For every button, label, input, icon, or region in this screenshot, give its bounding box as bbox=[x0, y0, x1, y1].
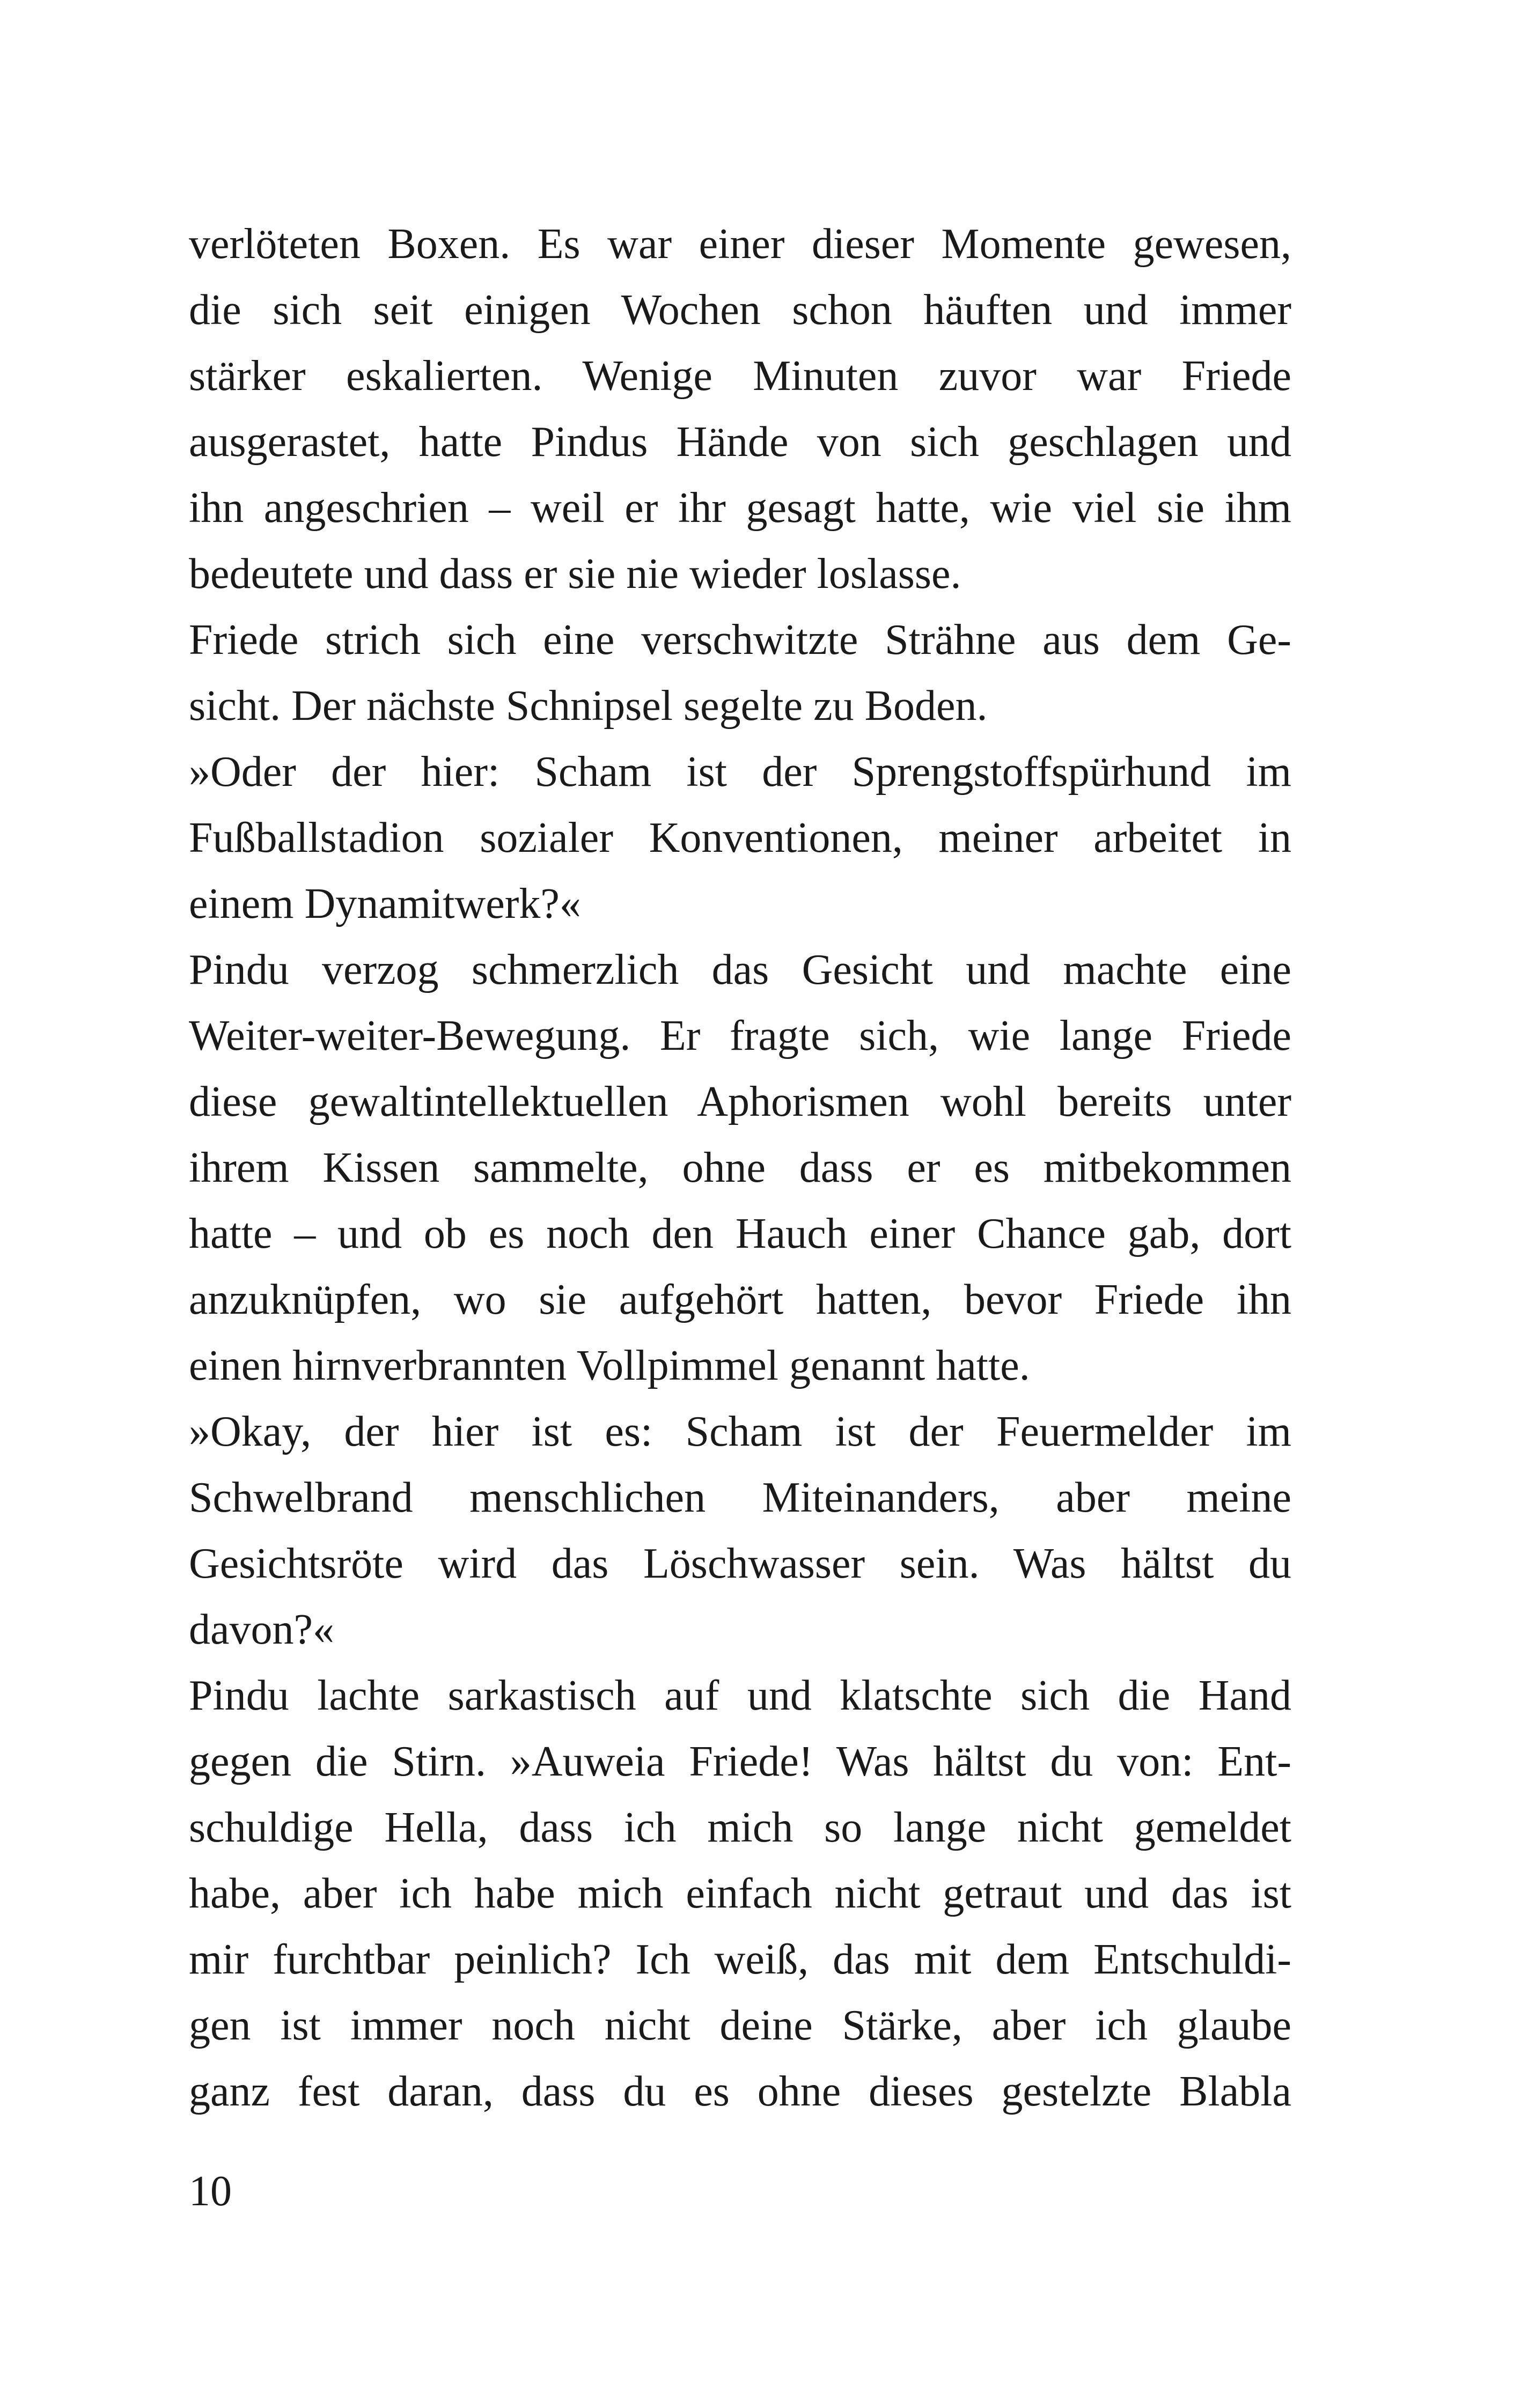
text-line: sicht. Der nächste Schnipsel segelte zu Boden. bbox=[189, 682, 988, 730]
text-line: habe, aber ich habe mich einfach nicht getraut und das ist bbox=[189, 1870, 1291, 1917]
text-line: gen ist immer noch nicht deine Stärke, aber ich glaube bbox=[189, 2002, 1291, 2049]
text-line: ganz fest daran, dass du es ohne dieses gestelzte Blabla bbox=[189, 2068, 1291, 2115]
text-line: »Oder der hier: Scham ist der Sprengstoffspürhund im bbox=[189, 748, 1291, 796]
text-line: Pindu verzog schmerzlich das Gesicht und machte eine bbox=[189, 946, 1291, 993]
text-line: einem Dynamitwerk?« bbox=[189, 880, 581, 927]
text-line: Fußballstadion sozialer Konventionen, meiner arbeitet in bbox=[189, 814, 1291, 861]
text-line: Gesichtsröte wird das Löschwasser sein. Was hältst du bbox=[189, 1540, 1291, 1587]
text-line: stärker eskalierten. Wenige Minuten zuvor war Friede bbox=[189, 352, 1291, 400]
text-line: ausgerastet, hatte Pindus Hände von sich geschlagen und bbox=[189, 418, 1291, 466]
text-line: davon?« bbox=[189, 1606, 335, 1653]
text-line: bedeutete und dass er sie nie wieder loslasse. bbox=[189, 550, 961, 598]
text-line: Schwelbrand menschlichen Miteinanders, aber meine bbox=[189, 1474, 1291, 1521]
text-line: mir furchtbar peinlich? Ich weiß, das mit dem Entschuldi- bbox=[189, 1936, 1291, 1983]
body-text bbox=[189, 211, 1291, 2125]
text-line: verlöteten Boxen. Es war einer dieser Momente gewesen, bbox=[189, 220, 1291, 268]
text-line: ihrem Kissen sammelte, ohne dass er es mitbekommen bbox=[189, 1144, 1291, 1191]
text-line: Weiter-weiter-Bewegung. Er fragte sich, wie lange Friede bbox=[189, 1012, 1291, 1059]
text-line: die sich seit einigen Wochen schon häuften und immer bbox=[189, 286, 1291, 334]
text-line: diese gewaltintellektuellen Aphorismen wohl bereits unter bbox=[189, 1078, 1291, 1125]
text-line: hatte – und ob es noch den Hauch einer Chance gab, dort bbox=[189, 1210, 1291, 1257]
text-line: Friede strich sich eine verschwitzte Strähne aus dem Ge- bbox=[189, 616, 1291, 664]
text-line: »Okay, der hier ist es: Scham ist der Feuermelder im bbox=[189, 1408, 1291, 1455]
page-number: 10 bbox=[189, 2168, 232, 2215]
text-line: Pindu lachte sarkastisch auf und klatschte sich die Hand bbox=[189, 1672, 1291, 1719]
text-line: einen hirnverbrannten Vollpimmel genannt hatte. bbox=[189, 1342, 1030, 1389]
text-line: gegen die Stirn. »Auweia Friede! Was hältst du von: Ent- bbox=[189, 1738, 1291, 1785]
text-line: schuldige Hella, dass ich mich so lange nicht gemeldet bbox=[189, 1804, 1291, 1851]
text-line: anzuknüpfen, wo sie aufgehört hatten, bevor Friede ihn bbox=[189, 1276, 1291, 1323]
text-line: ihn angeschrien – weil er ihr gesagt hatte, wie viel sie ihm bbox=[189, 484, 1291, 532]
